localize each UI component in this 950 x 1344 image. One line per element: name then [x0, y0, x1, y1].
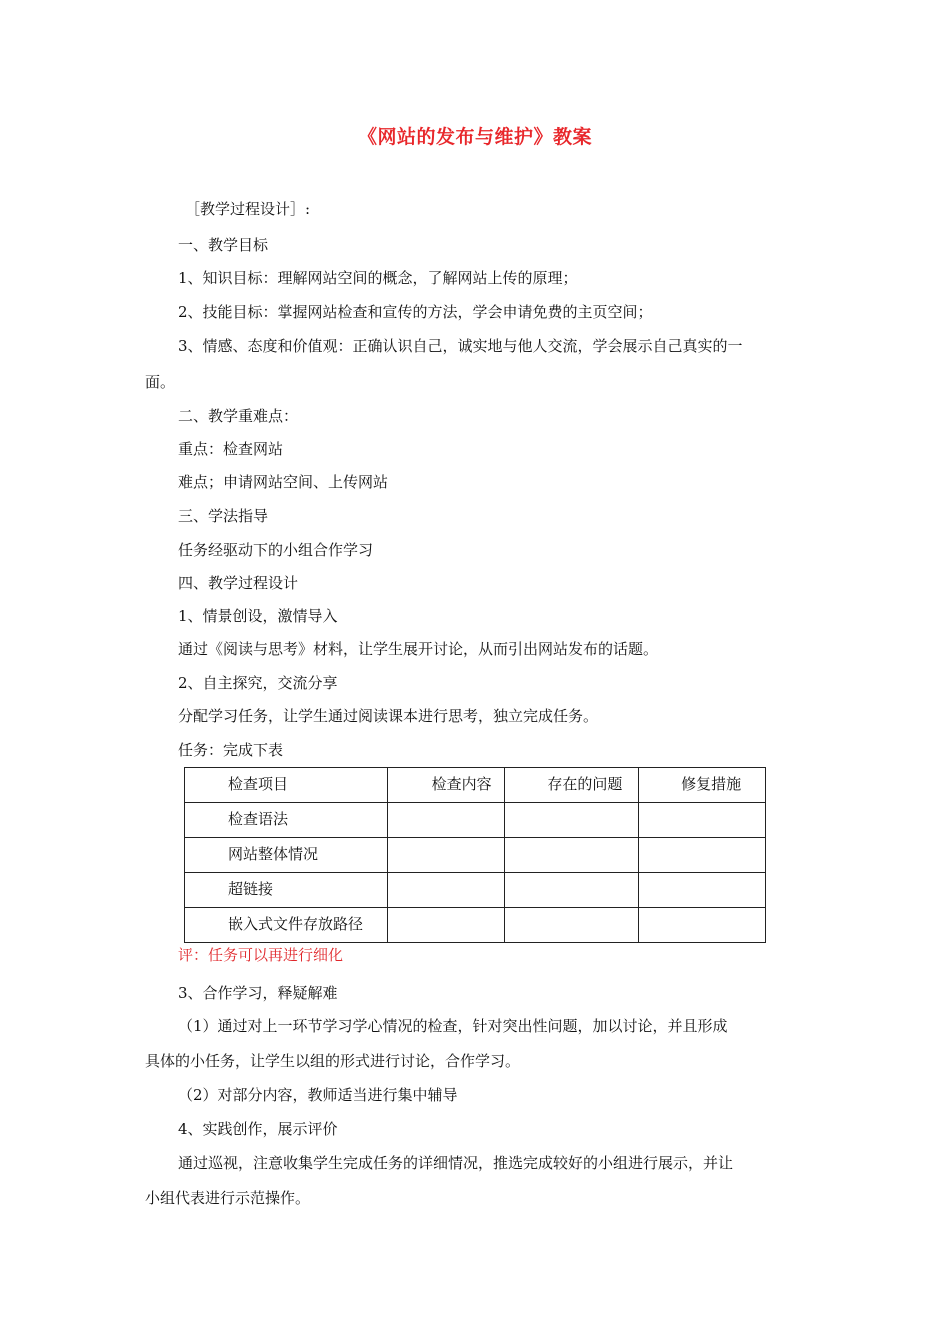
table-cell: 超链接 [185, 873, 388, 908]
table-cell [639, 908, 766, 943]
table-cell [639, 873, 766, 908]
paragraph-line: （1）通过对上一环节学习学心情况的检查，针对突出性问题，加以讨论，并且形成 [178, 1017, 728, 1035]
table-cell: 检查语法 [185, 803, 388, 838]
paragraph-line: 分配学习任务，让学生通过阅读课本进行思考，独立完成任务。 [178, 707, 599, 725]
table-header-cell: 存在的问题 [505, 768, 639, 803]
table-row [185, 838, 766, 873]
table-cell [505, 803, 639, 838]
paragraph-line: 2、自主探究，交流分享 [178, 674, 338, 692]
table-cell [387, 838, 505, 873]
table-cell [387, 803, 505, 838]
table-header-cell: 修复措施 [639, 768, 766, 803]
paragraph-line: 通过《阅读与思考》材料，让学生展开讨论，从而引出网站发布的话题。 [178, 640, 659, 658]
section-heading: 四、教学过程设计 [178, 574, 299, 592]
paragraph-line: 1、知识目标：理解网站空间的概念，了解网站上传的原理； [178, 269, 578, 287]
section-heading: 一、教学目标 [178, 236, 269, 254]
paragraph-line: 具体的小任务，让学生以组的形式进行讨论，合作学习。 [145, 1052, 521, 1070]
paragraph-line: 任务：完成下表 [178, 741, 284, 759]
table-cell [505, 838, 639, 873]
paragraph-line: 难点；申请网站空间、上传网站 [178, 473, 389, 491]
paragraph-line: 2、技能目标：掌握网站检查和宣传的方法，学会申请免费的主页空间； [178, 303, 653, 321]
section-heading: 三、学法指导 [178, 507, 269, 525]
table-cell [387, 908, 505, 943]
paragraph-line: 面。 [145, 373, 176, 391]
section-heading: 二、教学重难点： [178, 407, 299, 425]
document-title: 《网站的发布与维护》教案 [357, 126, 592, 148]
table-header-cell: 检查内容 [387, 768, 505, 803]
paragraph-line: 3、合作学习，释疑解难 [178, 984, 338, 1002]
table-header-row [185, 768, 766, 803]
table-row [185, 908, 766, 943]
paragraph-line: （2）对部分内容，教师适当进行集中辅导 [178, 1086, 458, 1104]
table-cell: 嵌入式文件存放路径 [185, 908, 388, 943]
paragraph-line: 任务经驱动下的小组合作学习 [178, 541, 374, 559]
paragraph-line: 通过巡视，注意收集学生完成任务的详细情况，推选完成较好的小组进行展示，并让 [178, 1154, 734, 1172]
paragraph-line: 1、情景创设，激情导入 [178, 607, 338, 625]
table-header-cell: 检查项目 [185, 768, 388, 803]
table-cell [505, 908, 639, 943]
paragraph-line: 4、实践创作，展示评价 [178, 1120, 338, 1138]
section-heading: ［教学过程设计］: [185, 200, 311, 218]
review-comment: 评：任务可以再进行细化 [178, 946, 344, 964]
table-cell [505, 873, 639, 908]
paragraph-line: 重点：检查网站 [178, 440, 284, 458]
task-table [184, 767, 766, 943]
table-cell [639, 838, 766, 873]
table-row [185, 803, 766, 838]
paragraph-line: 小组代表进行示范操作。 [145, 1189, 311, 1207]
table-row [185, 873, 766, 908]
table-cell [387, 873, 505, 908]
table-cell [639, 803, 766, 838]
table-cell: 网站整体情况 [185, 838, 388, 873]
paragraph-line: 3、情感、态度和价值观：正确认识自己，诚实地与他人交流，学会展示自己真实的一 [178, 337, 743, 355]
